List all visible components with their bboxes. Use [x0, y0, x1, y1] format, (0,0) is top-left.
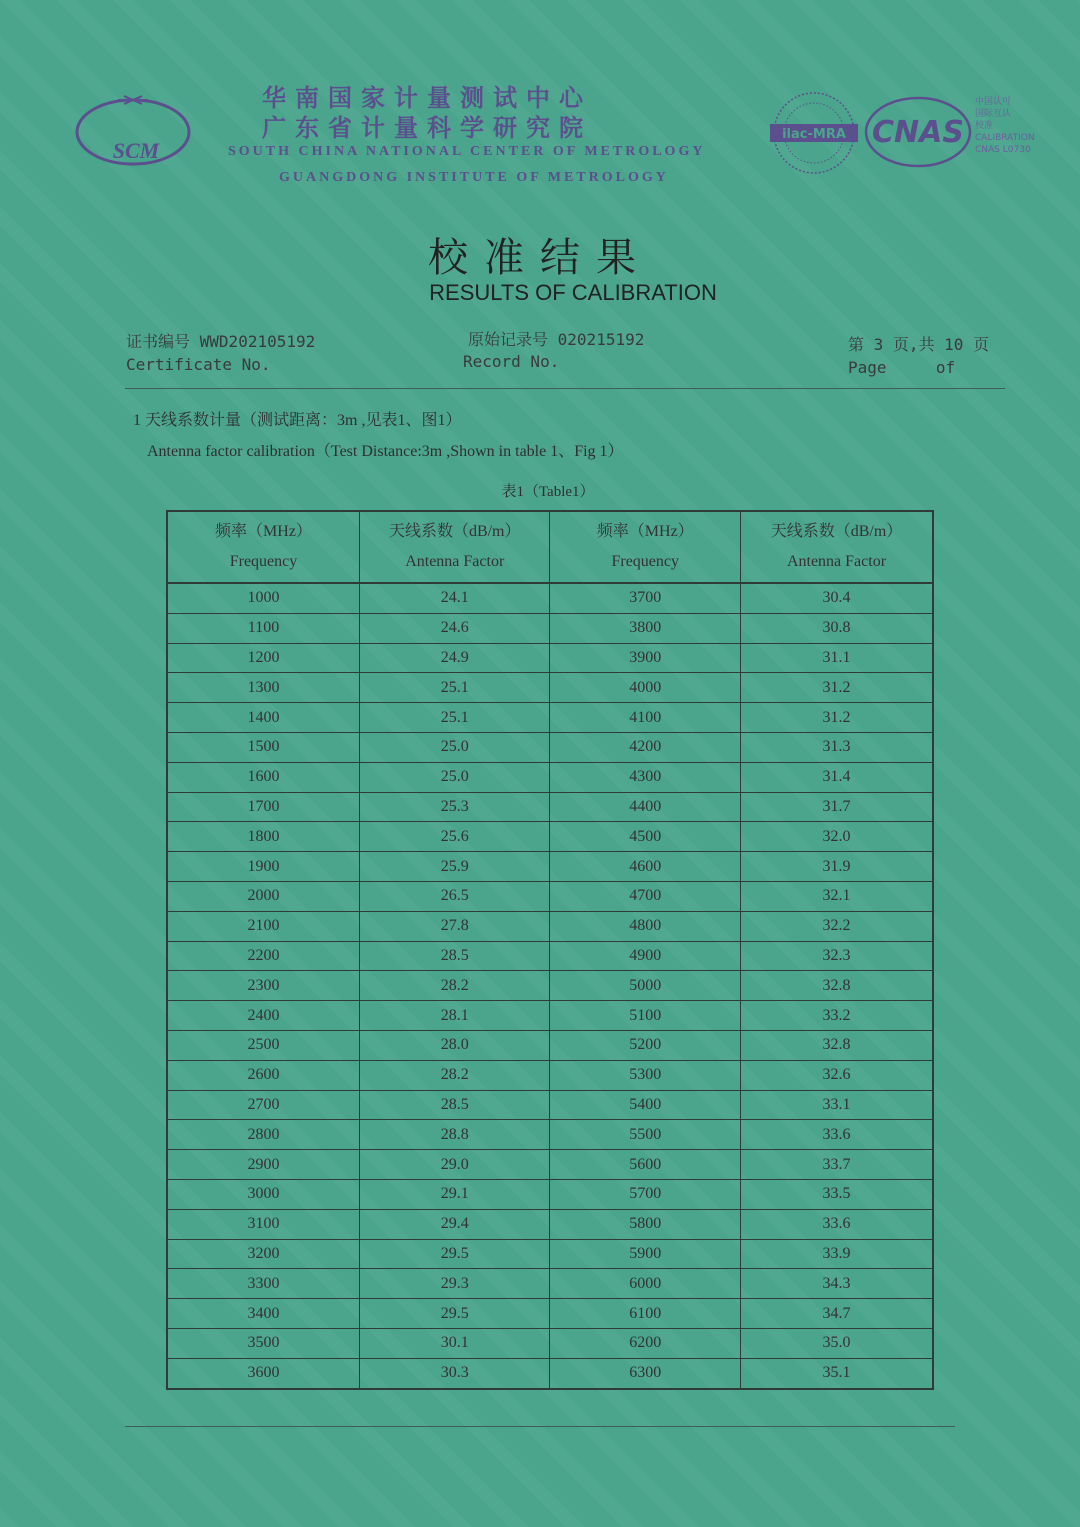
cell-antenna-factor: 28.5: [359, 941, 550, 971]
cell-frequency: 5600: [550, 1150, 741, 1180]
cell-frequency: 3800: [550, 613, 741, 643]
cell-antenna-factor: 32.3: [740, 941, 933, 971]
cell-antenna-factor: 33.7: [740, 1150, 933, 1180]
cell-antenna-factor: 31.9: [740, 852, 933, 882]
header-frequency-cn: 频率（MHz）: [596, 523, 694, 540]
table-row: [167, 822, 933, 852]
table-row: [167, 673, 933, 703]
cnas-note-line: CNAS L0730: [975, 145, 1031, 155]
table-row: [167, 971, 933, 1001]
cell-antenna-factor: 32.0: [740, 822, 933, 852]
page-indicator-en: [848, 358, 955, 377]
cell-frequency: 1600: [167, 762, 359, 792]
cnas-note-line: 国际互认: [975, 109, 1012, 119]
cell-frequency: 6000: [550, 1269, 741, 1299]
org-name-cn-1: 华南国家计量测试中心: [262, 84, 592, 112]
section-heading-en: Antenna factor calibration（Test Distance:3m ,Shown in table 1、Fig 1）: [147, 443, 624, 460]
cell-frequency: 1900: [167, 852, 359, 882]
page-title-cn: 校准结果: [428, 235, 652, 281]
cell-frequency: 4900: [550, 941, 741, 971]
cell-frequency: 2200: [167, 941, 359, 971]
cell-frequency: 4100: [550, 703, 741, 733]
cell-frequency: 3300: [167, 1269, 359, 1299]
cell-antenna-factor: 32.8: [740, 971, 933, 1001]
table-row: [167, 941, 933, 971]
cell-antenna-factor: 25.1: [359, 703, 550, 733]
cell-frequency: 5400: [550, 1090, 741, 1120]
cell-frequency: 5500: [550, 1120, 741, 1150]
cell-antenna-factor: 30.8: [740, 613, 933, 643]
cell-frequency: 2400: [167, 1001, 359, 1031]
cell-antenna-factor: 28.2: [359, 1060, 550, 1090]
cell-antenna-factor: 25.6: [359, 822, 550, 852]
certificate-value: WWD202105192: [199, 332, 316, 351]
ilac-mra-logo: [766, 88, 862, 178]
cell-frequency: 2900: [167, 1150, 359, 1180]
cell-antenna-factor: 29.1: [359, 1179, 550, 1209]
cell-frequency: 6200: [550, 1328, 741, 1358]
table-row: [167, 1239, 933, 1269]
cell-frequency: 6300: [550, 1358, 741, 1388]
header-frequency-en: Frequency: [611, 553, 679, 570]
table-row: [167, 911, 933, 941]
cell-frequency: 2600: [167, 1060, 359, 1090]
cell-antenna-factor: 32.1: [740, 881, 933, 911]
org-name-cn-2: 广东省计量科学研究院: [262, 114, 592, 142]
cell-antenna-factor: 31.4: [740, 762, 933, 792]
table-row: [167, 1209, 933, 1239]
record-label-en: Record No.: [463, 352, 560, 371]
table-row: [167, 1060, 933, 1090]
cell-frequency: 5700: [550, 1179, 741, 1209]
table-row: [167, 852, 933, 882]
cell-antenna-factor: 28.5: [359, 1090, 550, 1120]
cell-frequency: 4400: [550, 792, 741, 822]
table-row: [167, 792, 933, 822]
cell-frequency: 3600: [167, 1358, 359, 1388]
certificate-label-en: Certificate No.: [126, 355, 271, 374]
cell-antenna-factor: 31.2: [740, 673, 933, 703]
cell-frequency: 5100: [550, 1001, 741, 1031]
cell-antenna-factor: 34.7: [740, 1299, 933, 1329]
table-row: [167, 1030, 933, 1060]
cell-antenna-factor: 31.2: [740, 703, 933, 733]
of-label: of: [935, 358, 956, 377]
cell-antenna-factor: 25.0: [359, 732, 550, 762]
cell-antenna-factor: 29.5: [359, 1299, 550, 1329]
cnas-accreditation-note: [975, 96, 1065, 156]
header-antenna-factor-cn: 天线系数（dB/m）: [770, 523, 903, 540]
cell-antenna-factor: 30.1: [359, 1328, 550, 1358]
table-row: [167, 1299, 933, 1329]
cell-frequency: 5800: [550, 1209, 741, 1239]
cell-frequency: 2500: [167, 1030, 359, 1060]
cell-antenna-factor: 33.6: [740, 1209, 933, 1239]
cell-antenna-factor: 30.3: [359, 1358, 550, 1388]
table-row: [167, 881, 933, 911]
cell-frequency: 3100: [167, 1209, 359, 1239]
header-divider: [125, 388, 1005, 389]
cell-antenna-factor: 25.0: [359, 762, 550, 792]
cell-antenna-factor: 24.6: [359, 613, 550, 643]
cell-frequency: 5900: [550, 1239, 741, 1269]
cell-antenna-factor: 24.9: [359, 643, 550, 673]
record-number: [468, 327, 644, 350]
table-row: [167, 1358, 933, 1388]
cell-frequency: 4000: [550, 673, 741, 703]
cell-frequency: 1800: [167, 822, 359, 852]
cell-antenna-factor: 33.9: [740, 1239, 933, 1269]
cell-frequency: 4200: [550, 732, 741, 762]
cell-antenna-factor: 25.3: [359, 792, 550, 822]
cell-antenna-factor: 28.2: [359, 971, 550, 1001]
table-row: [167, 583, 933, 613]
header-frequency-cn: 频率（MHz）: [215, 523, 312, 540]
cnas-note-line: 中国认可: [975, 97, 1012, 107]
cell-frequency: 1300: [167, 673, 359, 703]
cell-frequency: 3900: [550, 643, 741, 673]
record-value: 020215192: [557, 330, 645, 349]
cell-antenna-factor: 33.5: [740, 1179, 933, 1209]
header-antenna-factor: [359, 511, 550, 583]
cell-antenna-factor: 25.9: [359, 852, 550, 882]
section-heading-cn: 1 天线系数计量（测试距离：3m ,见表1、图1）: [133, 412, 462, 429]
cell-frequency: 4700: [550, 881, 741, 911]
cell-antenna-factor: 35.0: [740, 1328, 933, 1358]
header-antenna-factor-cn: 天线系数（dB/m）: [388, 523, 521, 540]
cell-antenna-factor: 31.7: [740, 792, 933, 822]
cell-frequency: 2800: [167, 1120, 359, 1150]
certificate-label-cn: 证书编号: [126, 332, 191, 351]
certificate-number: [126, 329, 315, 352]
table-caption: 表1（Table1）: [501, 484, 595, 500]
cell-frequency: 3400: [167, 1299, 359, 1329]
table-row: [167, 613, 933, 643]
cell-antenna-factor: 31.3: [740, 732, 933, 762]
table-row: [167, 762, 933, 792]
cnas-note-line: 校准: [975, 121, 994, 131]
header-frequency: [167, 511, 359, 583]
table-row: [167, 1150, 933, 1180]
cell-frequency: 4800: [550, 911, 741, 941]
org-name-en-2: GUANGDONG INSTITUTE OF METROLOGY: [279, 170, 669, 185]
cell-frequency: 2100: [167, 911, 359, 941]
cell-frequency: 1000: [167, 583, 359, 613]
cell-frequency: 5300: [550, 1060, 741, 1090]
cell-antenna-factor: 33.1: [740, 1090, 933, 1120]
table-row: [167, 703, 933, 733]
cell-antenna-factor: 32.8: [740, 1030, 933, 1060]
cell-frequency: 1700: [167, 792, 359, 822]
header-antenna-factor: [740, 511, 933, 583]
cell-frequency: 5200: [550, 1030, 741, 1060]
footer-divider: [125, 1426, 955, 1427]
cell-antenna-factor: 29.4: [359, 1209, 550, 1239]
cell-antenna-factor: 25.1: [359, 673, 550, 703]
cell-antenna-factor: 32.6: [740, 1060, 933, 1090]
cell-frequency: 6100: [550, 1299, 741, 1329]
cell-antenna-factor: 35.1: [740, 1358, 933, 1388]
page-indicator-cn: 第 3 页,共 10 页: [848, 335, 990, 354]
cell-frequency: 4600: [550, 852, 741, 882]
cell-frequency: 3500: [167, 1328, 359, 1358]
scm-logo: [72, 92, 194, 168]
cell-antenna-factor: 32.2: [740, 911, 933, 941]
antenna-factor-table: [166, 510, 934, 1390]
table-row: [167, 1090, 933, 1120]
table-row: [167, 1001, 933, 1031]
cell-antenna-factor: 31.1: [740, 643, 933, 673]
cnas-logo: [862, 94, 974, 170]
table-row: [167, 643, 933, 673]
table-row: [167, 732, 933, 762]
cell-frequency: 2700: [167, 1090, 359, 1120]
cell-frequency: 4300: [550, 762, 741, 792]
cell-antenna-factor: 27.8: [359, 911, 550, 941]
cell-frequency: 1400: [167, 703, 359, 733]
cell-frequency: 1500: [167, 732, 359, 762]
scm-logo-text: SCM: [112, 138, 160, 163]
cell-antenna-factor: 33.2: [740, 1001, 933, 1031]
cnas-logo-text: CNAS: [872, 115, 964, 150]
cell-antenna-factor: 28.1: [359, 1001, 550, 1031]
cell-frequency: 3700: [550, 583, 741, 613]
page-label: Page: [848, 358, 887, 377]
org-name-en-1: SOUTH CHINA NATIONAL CENTER OF METROLOGY: [228, 144, 706, 159]
cell-antenna-factor: 34.3: [740, 1269, 933, 1299]
cell-frequency: 4500: [550, 822, 741, 852]
table-body: [167, 583, 933, 1389]
header-frequency: [550, 511, 741, 583]
cell-antenna-factor: 26.5: [359, 881, 550, 911]
cell-antenna-factor: 29.0: [359, 1150, 550, 1180]
cell-antenna-factor: 33.6: [740, 1120, 933, 1150]
ilac-logo-text: ilac-MRA: [782, 127, 846, 142]
cell-antenna-factor: 29.5: [359, 1239, 550, 1269]
record-label-cn: 原始记录号: [468, 330, 549, 349]
cell-frequency: 2300: [167, 971, 359, 1001]
cell-frequency: 1200: [167, 643, 359, 673]
page-title-en: RESULTS OF CALIBRATION: [429, 280, 717, 305]
cell-frequency: 2000: [167, 881, 359, 911]
header-antenna-factor-en: Antenna Factor: [405, 553, 505, 570]
cnas-note-line: CALIBRATION: [975, 133, 1035, 143]
cell-frequency: 5000: [550, 971, 741, 1001]
table-header-row: [167, 511, 933, 583]
header-antenna-factor-en: Antenna Factor: [786, 553, 887, 570]
table-row: [167, 1120, 933, 1150]
cell-antenna-factor: 28.8: [359, 1120, 550, 1150]
cell-frequency: 3200: [167, 1239, 359, 1269]
header-frequency-en: Frequency: [229, 553, 298, 570]
cell-antenna-factor: 28.0: [359, 1030, 550, 1060]
cell-antenna-factor: 24.1: [359, 583, 550, 613]
cell-antenna-factor: 30.4: [740, 583, 933, 613]
cell-antenna-factor: 29.3: [359, 1269, 550, 1299]
cell-frequency: 1100: [167, 613, 359, 643]
table-row: [167, 1269, 933, 1299]
table-row: [167, 1328, 933, 1358]
cell-frequency: 3000: [167, 1179, 359, 1209]
table-row: [167, 1179, 933, 1209]
